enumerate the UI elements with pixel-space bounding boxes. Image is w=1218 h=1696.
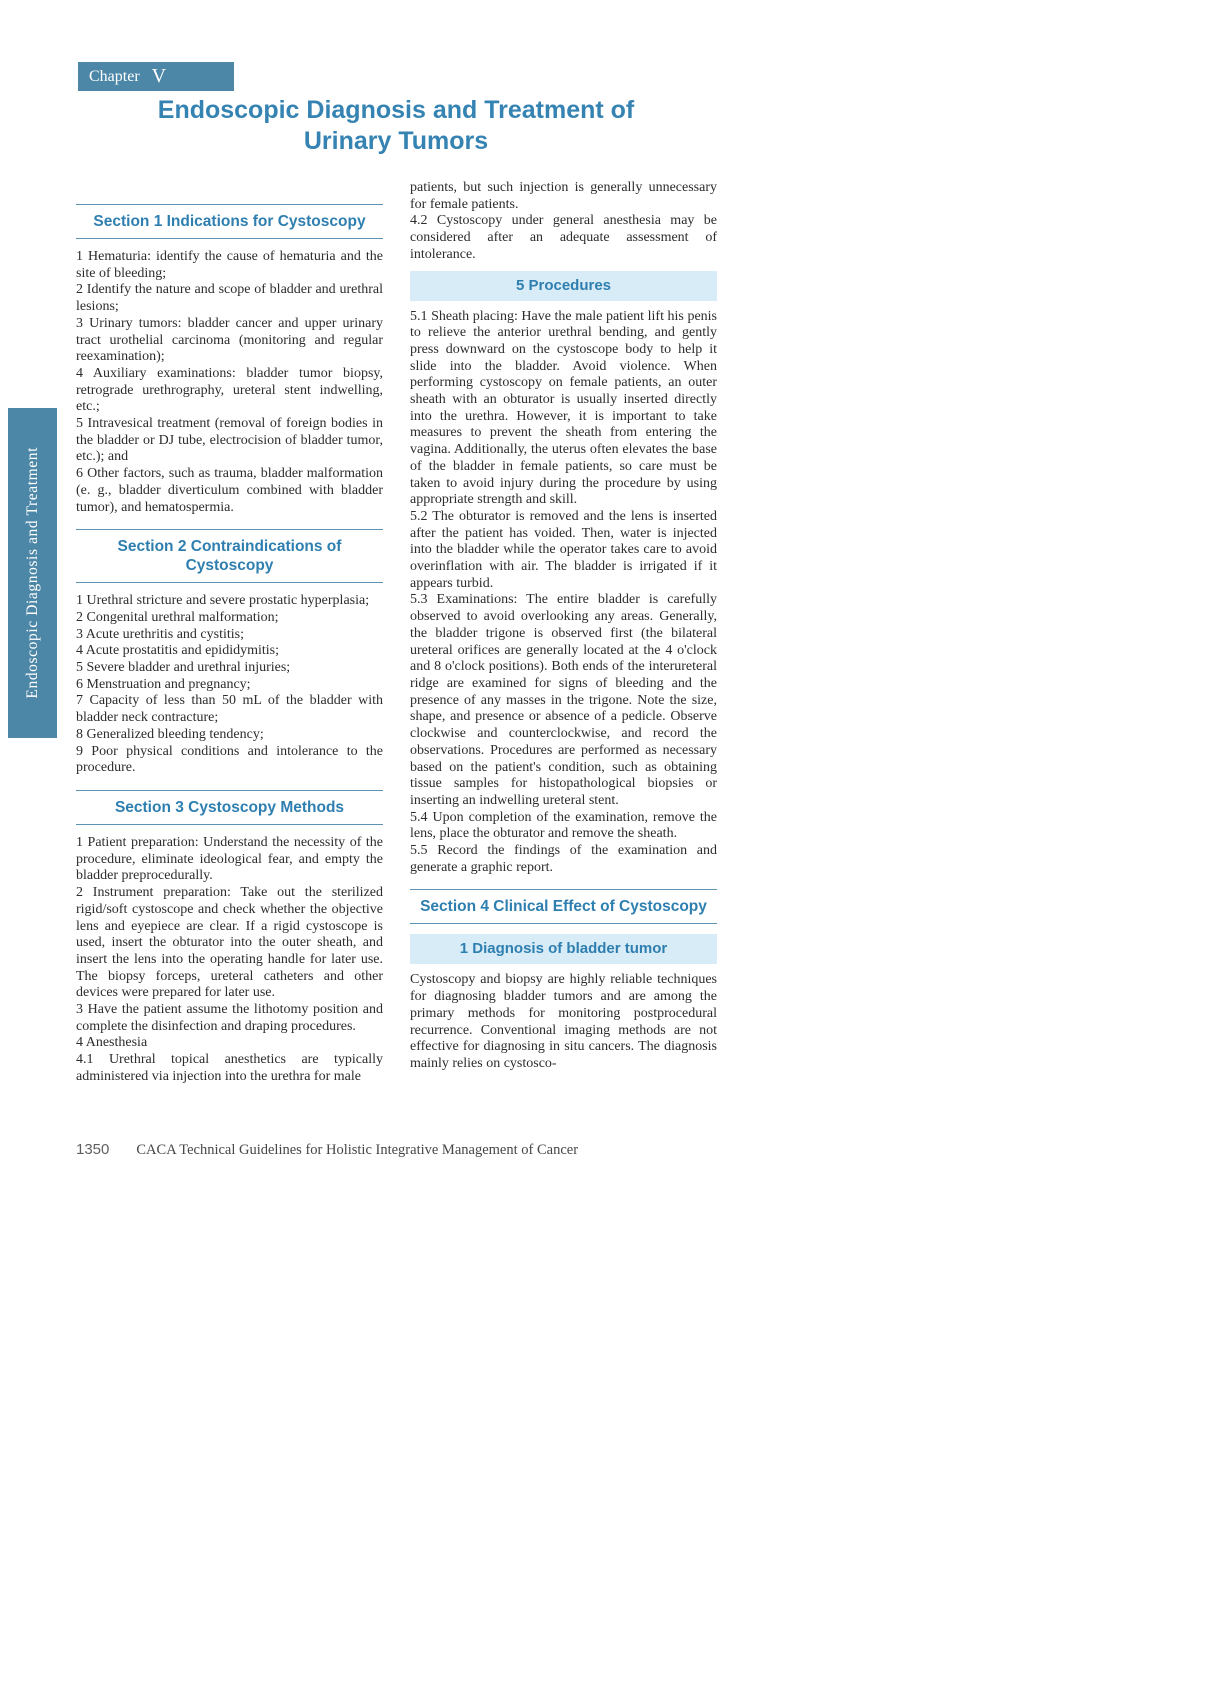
sidebar-vertical-label: Endoscopic Diagnosis and Treatment: [23, 447, 41, 699]
diagnosis-paragraph: Cystoscopy and biopsy are highly reliable techniques for diagnosing bladder tumors and are among the primary methods for monitoring postprocedural recurrence. Conventional imaging methods are not effective for diagnosing in situ cancers. The diagnosis mainly relies on cystosco-: [410, 972, 717, 1071]
left-column: [76, 204, 383, 1086]
procedure-paragraph: 5.3 Examinations: The entire bladder is carefully observed to avoid overlooking any areas. Generally, the bladder trigone is observed first (the bilateral ureteral orifices are generally located at the 4 o'clock and 8 o'clock positions). Both ends of the interureteral ridge are examined for signs of bleeding and the presence of any masses in the trigone. Note the size, shape, and presence or absence of a pedicle. Observe clockwise and counterclockwise, and record the observations. Procedures are performed as necessary based on the patient's condition, such as obtaining tissue samples for histopathological biopsies or inserting an indwelling ureteral stent.: [410, 592, 717, 808]
page-footer: [76, 1141, 578, 1159]
indication-item: 4 Auxiliary examinations: bladder tumor biopsy, retrograde urethrography, ureteral stent indwelling, etc.;: [76, 365, 383, 415]
procedure-paragraph: 5.2 The obturator is removed and the lens is inserted after the patient has voided. Then, water is injected into the bladder while the operator takes care to avoid overinflation with air. The bladder is irrigated if it appears turbid.: [410, 508, 717, 591]
chapter-sidebar-tab: [8, 408, 57, 738]
page-number: 1350: [76, 1141, 110, 1158]
contraindication-item: 2 Congenital urethral malformation;: [76, 609, 279, 625]
section-3-heading: Section 3 Cystoscopy Methods: [76, 790, 383, 825]
indication-item: 5 Intravesical treatment (removal of foreign bodies in the bladder or DJ tube, electrocision of bladder tumor, etc.); and: [76, 416, 383, 465]
chapter-numeral: V: [151, 65, 167, 87]
page-title-line2: Urinary Tumors: [303, 127, 489, 155]
chapter-label: Chapter: [89, 67, 140, 85]
contraindication-item: 6 Menstruation and pregnancy;: [76, 676, 251, 692]
indication-item: 3 Urinary tumors: bladder cancer and upper urinary tract urothelial carcinoma (monitoring and regular reexamination);: [76, 315, 383, 365]
method-paragraph: 1 Patient preparation: Understand the necessity of the procedure, eliminate ideological fear, and empty the bladder preprocedurally.: [76, 834, 383, 884]
procedure-paragraph: 5.1 Sheath placing: Have the male patient lift his penis to relieve the anterior urethral bending, and gently press downward on the cystoscope body to help it slide into the bladder. Avoid violence. When performing cystoscopy on female patients, an outer sheath with an obturator is usually inserted directly into the urethra. However, it is important to take measures to prevent the sheath from entering the vagina. Additionally, the uterus often elevates the base of the bladder in female patients, so care must be taken to avoid injury during the procedure by using appropriate strength and skill.: [410, 308, 717, 508]
procedure-paragraph: 5.4 Upon completion of the examination, remove the lens, place the obturator and remove the sheath.: [410, 809, 717, 842]
contraindication-item: 4 Acute prostatitis and epididymitis;: [76, 643, 279, 659]
procedure-paragraph: 5.5 Record the findings of the examination and generate a graphic report.: [410, 843, 717, 875]
right-column: [410, 180, 717, 1073]
method-paragraph: 3 Have the patient assume the lithotomy position and complete the disinfection and draping procedures.: [76, 1002, 383, 1034]
chapter-badge: [78, 62, 234, 91]
continuation-paragraph: patients, but such injection is generally unnecessary for female patients.: [410, 180, 717, 212]
indication-item: 1 Hematuria: identify the cause of hematuria and the site of bleeding;: [76, 249, 383, 281]
procedures-banner: 5 Procedures: [410, 271, 717, 301]
indication-item: 6 Other factors, such as trauma, bladder malformation (e. g., bladder diverticulum combined with bladder tumor), and hematospermia.: [76, 466, 383, 515]
continuation-paragraph: 4.2 Cystoscopy under general anesthesia may be considered after an adequate assessment of intolerance.: [410, 213, 717, 262]
method-paragraph: 4 Anesthesia: [76, 1035, 148, 1051]
contraindication-item: 9 Poor physical conditions and intolerance to the procedure.: [76, 743, 383, 776]
section-1-heading: Section 1 Indications for Cystoscopy: [76, 204, 383, 239]
method-paragraph: 4.1 Urethral topical anesthetics are typically administered via injection into the urethra for male: [76, 1052, 383, 1084]
page-title: [76, 95, 716, 157]
contraindication-item: 1 Urethral stricture and severe prostatic hyperplasia;: [76, 593, 370, 609]
section-4-heading: Section 4 Clinical Effect of Cystoscopy: [410, 889, 717, 924]
diagnosis-banner: 1 Diagnosis of bladder tumor: [410, 934, 717, 964]
contraindication-item: 3 Acute urethritis and cystitis;: [76, 626, 244, 642]
contraindication-item: 7 Capacity of less than 50 mL of the bladder with bladder neck contracture;: [76, 693, 383, 726]
footer-title: CACA Technical Guidelines for Holistic Integrative Management of Cancer: [136, 1142, 579, 1158]
contraindication-item: 5 Severe bladder and urethral injuries;: [76, 660, 291, 676]
section-2-heading: Section 2 Contraindications of Cystoscopy: [76, 529, 383, 583]
contraindication-item: 8 Generalized bleeding tendency;: [76, 726, 264, 742]
indication-item: 2 Identify the nature and scope of bladder and urethral lesions;: [76, 282, 383, 315]
method-paragraph: 2 Instrument preparation: Take out the sterilized rigid/soft cystoscope and check whether the objective lens and eyepiece are clear. If a rigid cystoscope is used, insert the obturator into the outer sheath, and insert the lens into the operating handle for later use. The biopsy forceps, ureteral catheters and other devices were prepared for later use.: [76, 885, 383, 1001]
page-title-line1: Endoscopic Diagnosis and Treatment of: [157, 96, 635, 124]
